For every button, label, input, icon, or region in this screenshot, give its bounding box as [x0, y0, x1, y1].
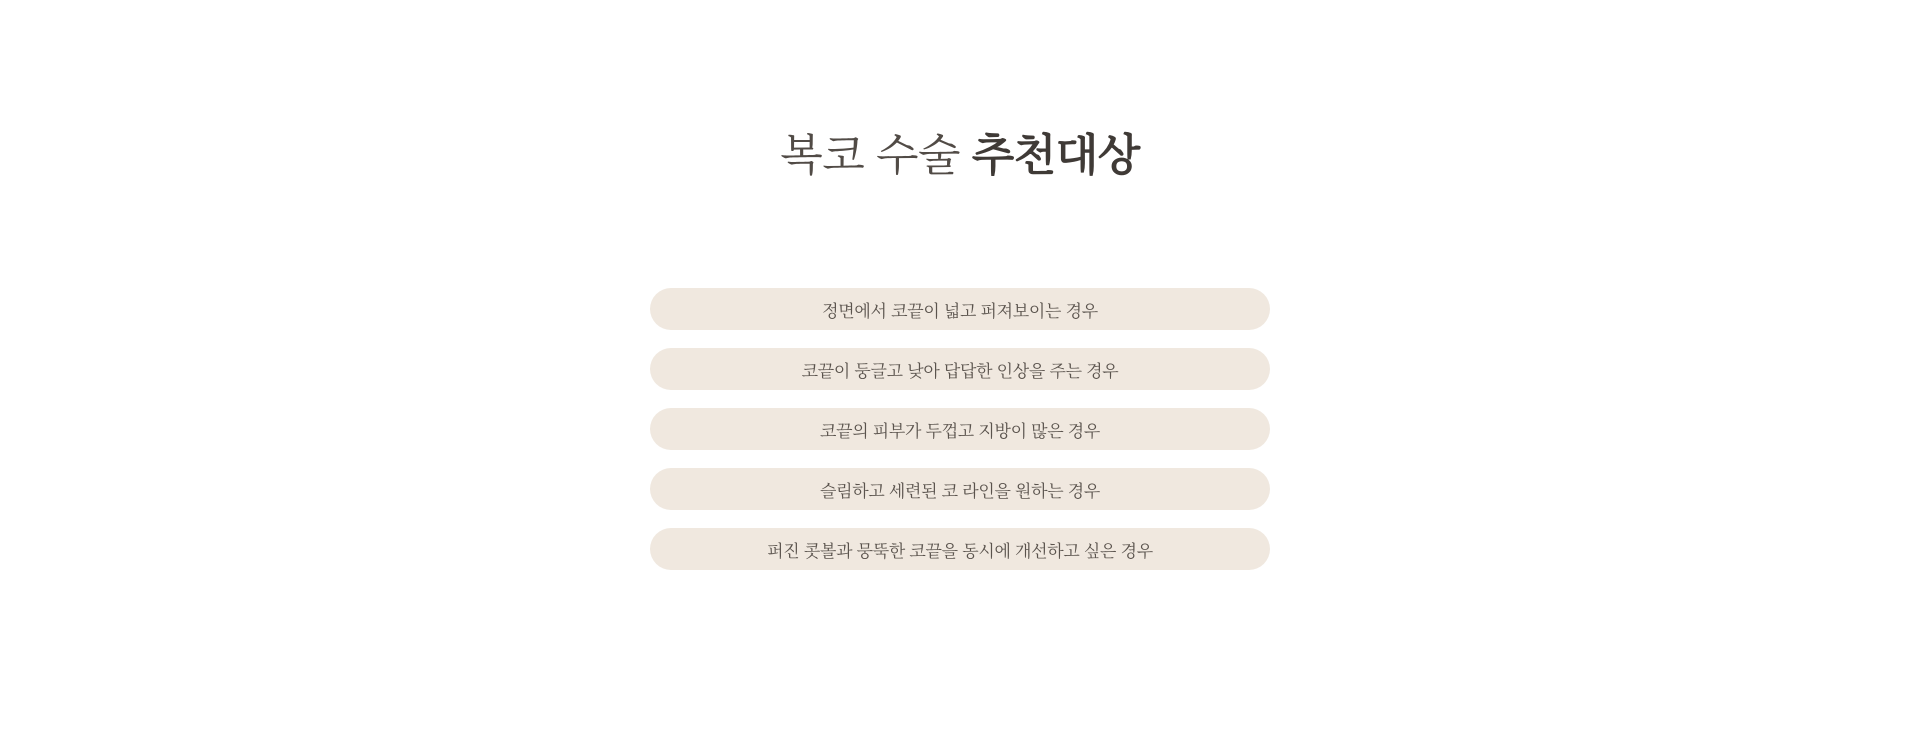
recommendation-list [650, 288, 1270, 570]
list-item-label: 정면에서 코끝이 넓고 퍼져보이는 경우 [822, 301, 1098, 321]
list-item [650, 468, 1270, 510]
list-item-label: 슬림하고 세련된 코 라인을 원하는 경우 [819, 481, 1101, 501]
list-item [650, 528, 1270, 570]
list-item [650, 348, 1270, 390]
list-item [650, 408, 1270, 450]
list-item-label: 코끝이 둥글고 낮아 답답한 인상을 주는 경우 [801, 361, 1119, 381]
page-title-strong: 추천대상 [971, 131, 1140, 180]
page-title [780, 128, 1139, 183]
list-item [650, 288, 1270, 330]
page-title-light: 복코 수술 [780, 131, 972, 180]
list-item-label: 코끝의 피부가 두껍고 지방이 많은 경우 [819, 421, 1101, 441]
list-item-label: 퍼진 콧볼과 뭉뚝한 코끝을 동시에 개선하고 싶은 경우 [767, 541, 1153, 561]
